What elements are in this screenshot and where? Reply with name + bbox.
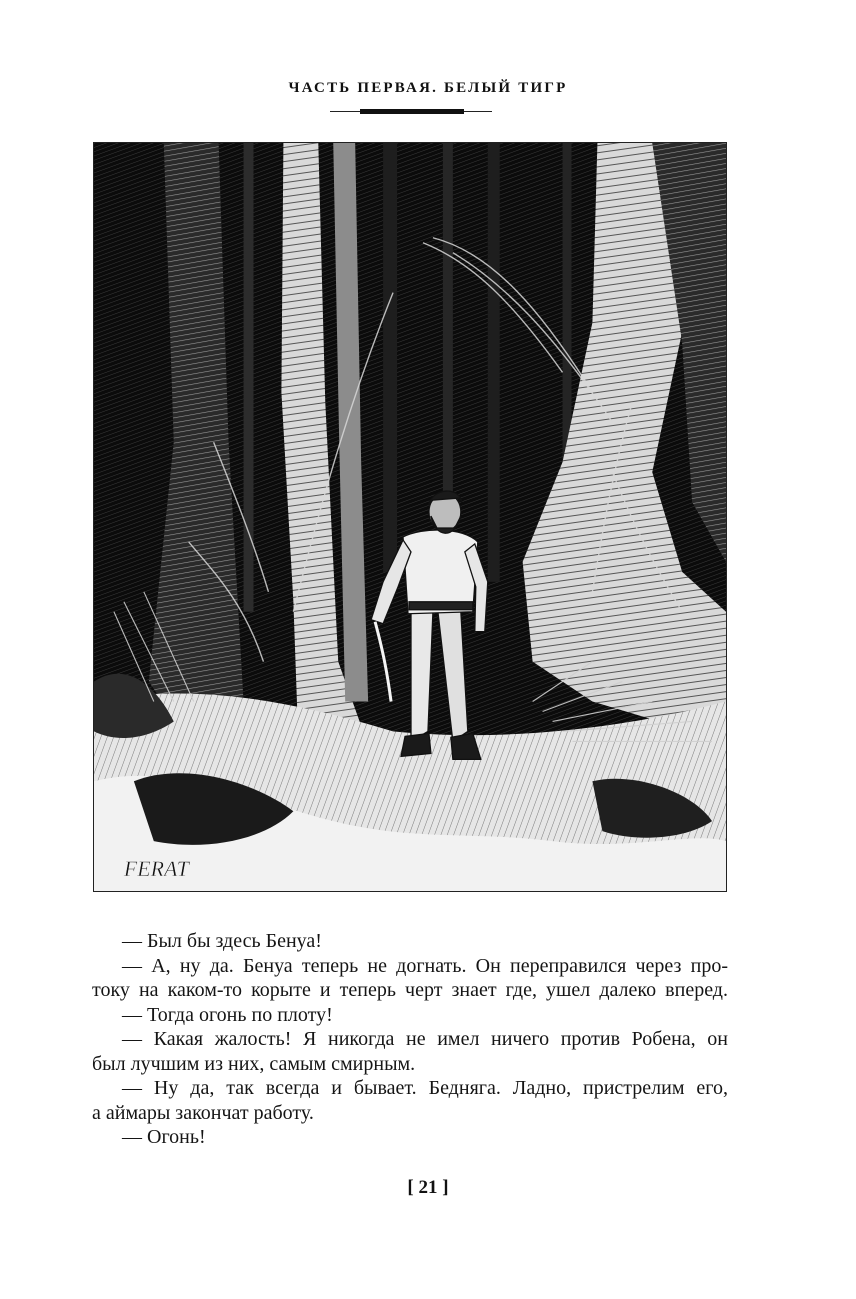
artist-signature: FERAT bbox=[123, 856, 189, 882]
text-line: току на каком-то корыте и теперь черт знает где, ушел далеко вперед. bbox=[92, 979, 728, 1001]
text-line: — Ну да, так всегда и бывает. Бедняга. Ладно, пристрелим его, bbox=[122, 1077, 728, 1099]
text-line: — Огонь! bbox=[122, 1126, 206, 1148]
text-line: — Был бы здесь Бенуа! bbox=[122, 930, 322, 952]
running-head: ЧАСТЬ ПЕРВАЯ. БЕЛЫЙ ТИГР bbox=[288, 80, 568, 96]
engraving-illustration bbox=[93, 142, 727, 892]
text-line: — А, ну да. Бенуа теперь не догнать. Он переправился через про- bbox=[122, 954, 728, 977]
text-line: был лучшим из них, самым смирным. bbox=[92, 1052, 416, 1075]
text-line: — Тогда огонь по плоту! bbox=[122, 1003, 333, 1026]
text-line: а аймары закончат работу. bbox=[92, 1101, 314, 1124]
page-number: [ 21 ] bbox=[407, 1177, 449, 1198]
text-line: — Какая жалость! Я никогда не имел ничего против Робена, он bbox=[122, 1028, 728, 1050]
body-text bbox=[92, 929, 728, 1150]
running-head-rule-accent bbox=[360, 109, 464, 114]
